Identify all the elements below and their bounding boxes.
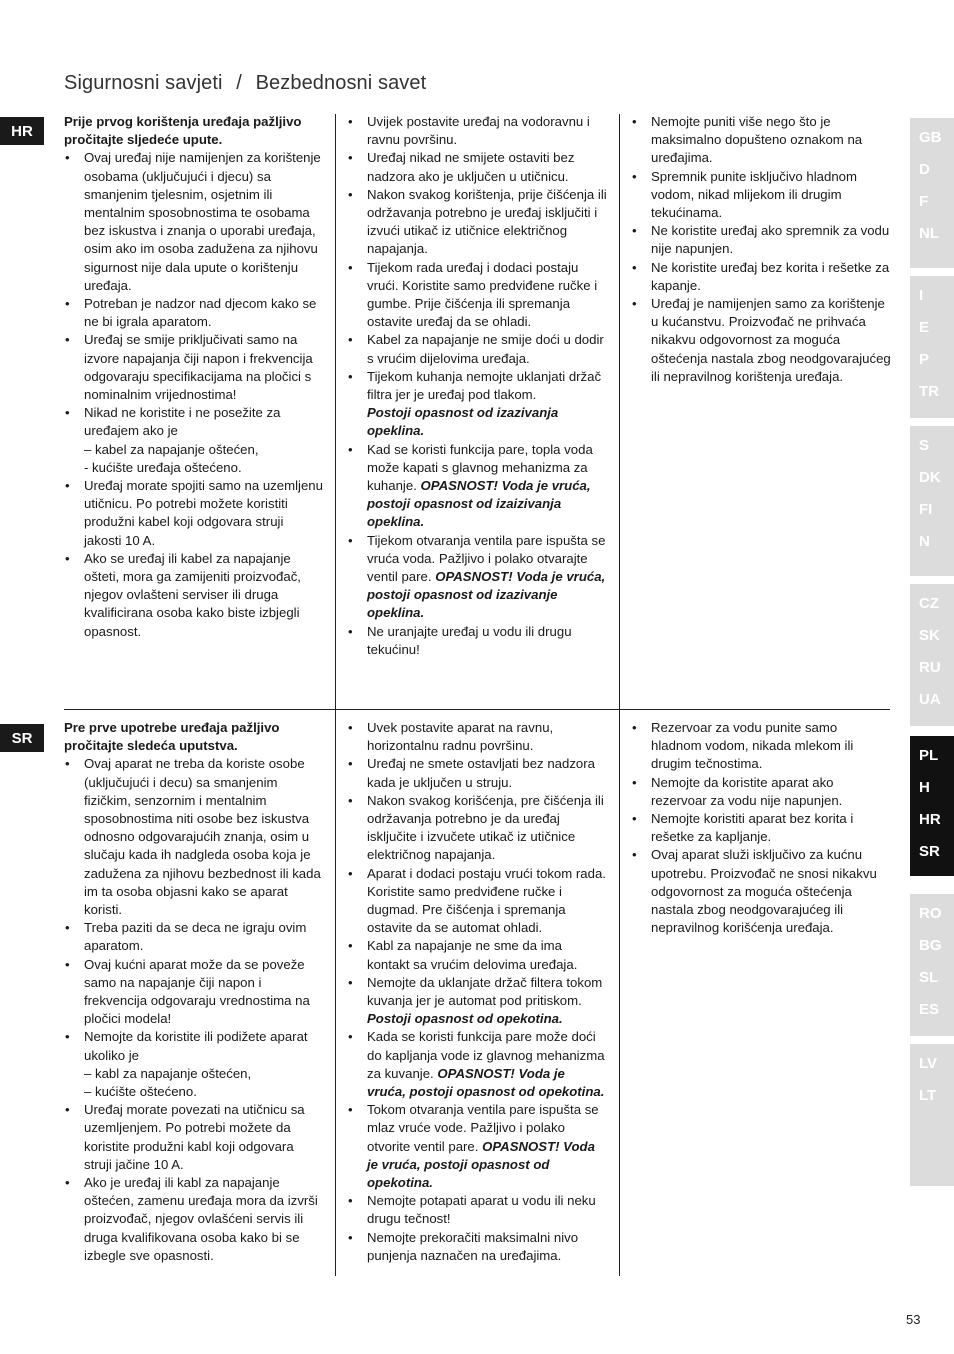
page-number: 53 xyxy=(906,1312,921,1327)
list-item: • Nemojte potapati aparat u vodu ili neku drugu tečnost! xyxy=(347,1192,607,1228)
language-group xyxy=(910,118,954,268)
list-item-text: Nikad ne koristite i ne posežite za uređajem ako je xyxy=(84,405,281,439)
language-tab-bg[interactable]: BG xyxy=(919,937,942,954)
section-tag-hr: HR xyxy=(0,117,44,145)
sr-intro: Pre prve upotrebe uređaja pažljivo pročitajte sledeća uputstva. xyxy=(64,720,280,754)
hr-list-3 xyxy=(631,113,891,386)
language-tab-e[interactable]: E xyxy=(919,319,930,336)
hr-intro: Prije prvog korištenja uređaja pažljivo pročitajte sljedeće upute. xyxy=(64,114,302,148)
list-item xyxy=(347,1101,607,1192)
list-subitem: – kabl za napajanje oštećen, xyxy=(84,1065,252,1081)
sr-list-3 xyxy=(631,719,891,937)
language-tab-n[interactable]: N xyxy=(919,533,930,550)
list-subitem: – kabel za napajanje oštećen, xyxy=(84,441,259,457)
language-tab-dk[interactable]: DK xyxy=(919,469,941,486)
warning-text: OPASNOST! Voda je vruća, postoji opasnost od opekotina. xyxy=(367,1138,595,1191)
list-item-text: Kada se koristi funkcija pare može doći do kapljanja vode iz glavnog mehanizma za kuvanje. xyxy=(367,1029,605,1081)
list-item: • Ovaj uređaj nije namijenjen za korištenje osobama (uključujući i djecu) sa smanjenim tjelesnim, osjetnim ili mentalnim sposobnostima te osobama bez iskustva i znanja o uporabi uređaja, osim ako im osoba zadužena za njihovu sigurnost nije dala upute o korištenju uređaja. xyxy=(64,149,324,295)
section-tag-sr: SR xyxy=(0,724,44,752)
list-item: • Potreban je nadzor nad djecom kako se ne bi igrala aparatom. xyxy=(64,295,324,331)
language-tab-cz[interactable]: CZ xyxy=(919,595,939,612)
list-item: • Uređaj morate spojiti samo na uzemljenu utičnicu. Po potrebi možete koristiti produžni kabel koji odgovara struji jakosti 10 A. xyxy=(64,477,324,550)
language-tab-i[interactable]: I xyxy=(919,287,924,304)
column-rule xyxy=(619,710,620,1276)
language-tab-sr[interactable]: SR xyxy=(919,843,940,860)
language-group xyxy=(910,894,954,1036)
sr-list-2 xyxy=(347,719,607,1265)
list-item: • Uređaj se smije priključivati samo na izvore napajanja čiji napon i frekvencija odgovaraju specifikacijama na pločici s nominalnim vrijednostima! xyxy=(64,331,324,404)
language-tab-f[interactable]: F xyxy=(919,193,929,210)
warning-text: OPASNOST! Voda je vruća, postoji opasnost od izaizivanja opeklina. xyxy=(367,478,591,530)
hr-column-1 xyxy=(64,113,324,641)
list-item: • Ne koristite uređaj bez korita i rešetke za kapanje. xyxy=(631,259,891,295)
language-tab-sk[interactable]: SK xyxy=(919,627,940,644)
page-title xyxy=(64,72,426,95)
language-tab-pl[interactable]: PL xyxy=(919,747,939,764)
list-item: • Uvijek postavite uređaj na vodoravnu i ravnu površinu. xyxy=(347,113,607,149)
list-item: • Uređaj je namijenjen samo za korištenje u kućanstvu. Proizvođač ne prihvaća nikakvu odgovornost za moguća oštećenja nastala zbog neodgovarajućeg ili nepravilnog korištenja uređaja. xyxy=(631,295,891,386)
list-item: • Nakon svakog korišćenja, pre čišćenja ili održavanja potrebno je da uređaj isključite i izvučete utikač iz utičnice električnog napajanja. xyxy=(347,792,607,865)
language-tab-fi[interactable]: FI xyxy=(919,501,933,518)
list-item xyxy=(64,1028,324,1101)
list-item: • Uređaj ne smete ostavljati bez nadzora kada je uključen u struju. xyxy=(347,755,607,791)
list-item-text: Kad se koristi funkcija pare, topla voda može kapati s glavnog mehanizma za kuhanje. xyxy=(367,441,593,494)
list-item-text: Tokom otvaranja ventila pare ispušta se mlaz vruće vode. Pažljivo i polako otvorite ventil pare. xyxy=(367,1102,599,1154)
language-tab-d[interactable]: D xyxy=(919,161,930,178)
language-tab-lv[interactable]: LV xyxy=(919,1055,938,1072)
section-divider xyxy=(64,709,890,710)
language-tab-ua[interactable]: UA xyxy=(919,691,941,708)
language-group xyxy=(910,1044,954,1186)
list-item: • Spremnik punite isključivo hladnom vodom, nikad mlijekom ili drugim tekućinama. xyxy=(631,168,891,223)
sr-column-2 xyxy=(347,719,607,1265)
language-tab-es[interactable]: ES xyxy=(919,1001,940,1018)
list-item: • Nemojte prekoračiti maksimalni nivo punjenja naznačen na uređajima. xyxy=(347,1229,607,1265)
language-tab-lt[interactable]: LT xyxy=(919,1087,937,1104)
language-group xyxy=(910,426,954,576)
list-item: • Uvek postavite aparat na ravnu, horizontalnu radnu površinu. xyxy=(347,719,607,755)
list-item: • Treba paziti da se deca ne igraju ovim aparatom. xyxy=(64,919,324,955)
list-item: • Nemojte puniti više nego što je maksimalno dopušteno oznakom na uređajima. xyxy=(631,113,891,168)
language-tab-tr[interactable]: TR xyxy=(919,383,939,400)
title-separator: / xyxy=(236,72,242,94)
list-item: • Nakon svakog korištenja, prije čišćenja ili održavanja potrebno je uređaj isključiti i izvući utikač iz utičnice električnog napajanja. xyxy=(347,186,607,259)
language-tab-s[interactable]: S xyxy=(919,437,930,454)
language-tab-p[interactable]: P xyxy=(919,351,930,368)
hr-list-2 xyxy=(347,113,607,659)
hr-column-3 xyxy=(631,113,891,386)
list-item: • Rezervoar za vodu punite samo hladnom vodom, nikada mlekom ili drugim tečnostima. xyxy=(631,719,891,774)
warning-text: Postoji opasnost od opekotina. xyxy=(367,1011,563,1027)
hr-list-1 xyxy=(64,149,324,640)
language-tab-h[interactable]: H xyxy=(919,779,930,796)
sr-column-3 xyxy=(631,719,891,937)
list-item xyxy=(347,974,607,1029)
list-item xyxy=(347,368,607,441)
list-subitem: - kućište uređaja oštećeno. xyxy=(84,459,242,475)
language-tab-nl[interactable]: NL xyxy=(919,225,939,242)
list-subitem: – kućište oštećeno. xyxy=(84,1084,197,1100)
list-item: • Uređaj nikad ne smijete ostaviti bez nadzora ako je uključen u utičnicu. xyxy=(347,149,607,185)
list-item: • Aparat i dodaci postaju vrući tokom rada. Koristite samo predviđene ručke i dugmad. Pre čišćenja i spremanja ostavite da se automat ohladi. xyxy=(347,865,607,938)
list-item: • Kabel za napajanje ne smije doći u dodir s vrućim dijelovima uređaja. xyxy=(347,331,607,367)
list-item: • Ne uranjajte uređaj u vodu ili drugu tekućinu! xyxy=(347,623,607,659)
language-tab-ru[interactable]: RU xyxy=(919,659,941,676)
list-item xyxy=(347,441,607,532)
list-item-text: Tijekom otvaranja ventila pare ispušta se vruća voda. Pažljivo i polako otvarajte ventil pare. xyxy=(367,532,606,585)
list-item: • Ovaj aparat ne treba da koriste osobe (uključujući i decu) sa smanjenim fizičkim, senzornim i mentalnim sposobnostima niti osobe bez iskustva odnosno odgovarajućih znanja, osim u slučaju kada ih nadgleda osoba koja je zadužena za njihovu bezbednost ili kada im ta osoba objasni kako se aparat koristi. xyxy=(64,755,324,919)
title-sr: Bezbednosni savet xyxy=(255,72,427,94)
language-tab-sl[interactable]: SL xyxy=(919,969,939,986)
hr-column-2 xyxy=(347,113,607,659)
list-item xyxy=(347,532,607,623)
list-item: • Nemojte koristiti aparat bez korita i rešetke za kapljanje. xyxy=(631,810,891,846)
list-item: • Nemojte da koristite aparat ako rezervoar za vodu nije napunjen. xyxy=(631,774,891,810)
list-item: • Tijekom rada uređaj i dodaci postaju vrući. Koristite samo predviđene ručke i gumbe. Prije čišćenja ili spremanja ostavite uređaj da se ohladi. xyxy=(347,259,607,332)
warning-text: Postoji opasnost od izazivanja opeklina. xyxy=(367,405,559,439)
warning-text: OPASNOST! Voda je vruća, postoji opasnost od opekotina. xyxy=(367,1065,605,1100)
list-item: • Ovaj aparat služi isključivo za kućnu upotrebu. Proizvođač ne snosi nikakvu odgovornost za moguća oštećenja nastala zbog neodgovarajućeg ili nepravilnog korišćenja uređaja. xyxy=(631,846,891,937)
language-tab-gb[interactable]: GB xyxy=(919,129,942,146)
list-item: • Ovaj kućni aparat može da se poveže samo na napajanje čiji napon i frekvencija odgovaraju vrednostima na pločici modela! xyxy=(64,956,324,1029)
title-hr: Sigurnosni savjeti xyxy=(64,72,223,94)
language-group xyxy=(910,736,954,876)
column-rule xyxy=(619,114,620,710)
column-rule xyxy=(335,710,336,1276)
list-item: • Ne koristite uređaj ako spremnik za vodu nije napunjen. xyxy=(631,222,891,258)
sr-list-1 xyxy=(64,755,324,1265)
column-rule xyxy=(335,114,336,710)
warning-text: OPASNOST! Voda je vruća, postoji opasnost od izazivanje opeklina. xyxy=(367,569,606,621)
list-item: • Uređaj morate povezati na utičnicu sa uzemljenjem. Po potrebi možete da koristite produžni kabl koji odgovara struji jačine 10 A. xyxy=(64,1101,324,1174)
list-item: • Kabl za napajanje ne sme da ima kontakt sa vrućim delovima uređaja. xyxy=(347,937,607,973)
language-group xyxy=(910,584,954,726)
list-item-text: Tijekom kuhanja nemojte uklanjati držač filtra jer je uređaj pod tlakom. xyxy=(367,368,602,403)
language-group xyxy=(910,276,954,418)
list-item: • Ako se uređaj ili kabel za napajanje ošteti, mora ga zamijeniti proizvođač, njegov ovlašteni serviser ili druga kvalificirana osoba kako biste izbjegli opasnost. xyxy=(64,550,324,641)
list-item-text: Nemojte da koristite ili podižete aparat ukoliko je xyxy=(84,1029,308,1063)
list-item xyxy=(347,1028,607,1101)
list-item-text: Nemojte da uklanjate držač filtera tokom kuvanja jer je automat pod pritiskom. xyxy=(367,974,603,1009)
sr-column-1 xyxy=(64,719,324,1265)
list-item xyxy=(64,404,324,477)
language-tab-ro[interactable]: RO xyxy=(919,905,942,922)
list-item: • Ako je uređaj ili kabl za napajanje oštećen, zamenu uređaja mora da izvrši proizvođač, njegov ovlašćeni servis ili druga kvalifikovana osoba kako bi se izbegle sve opasnosti. xyxy=(64,1174,324,1265)
language-tab-hr[interactable]: HR xyxy=(919,811,941,828)
